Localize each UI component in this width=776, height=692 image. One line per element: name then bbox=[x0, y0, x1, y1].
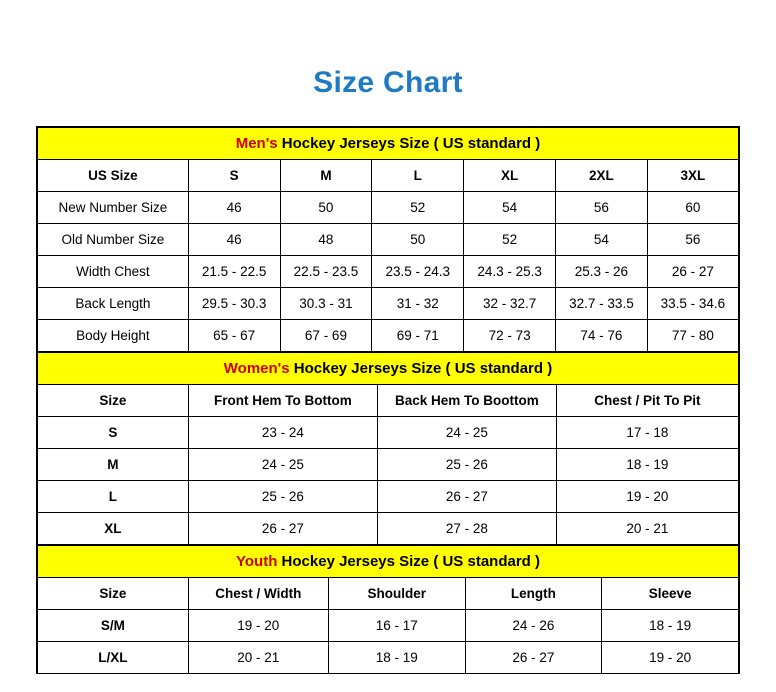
page-title: Size Chart bbox=[313, 66, 463, 99]
mens-section-header-row bbox=[38, 128, 739, 160]
table-row bbox=[38, 642, 739, 674]
mens-row-1-val-2: 50 bbox=[372, 224, 464, 256]
womens-row-3-label: XL bbox=[38, 513, 189, 545]
youth-size-table bbox=[37, 545, 739, 674]
womens-row-1-label: M bbox=[38, 449, 189, 481]
table-row bbox=[38, 224, 739, 256]
youth-section-header bbox=[38, 546, 739, 578]
womens-row-2-val-2: 19 - 20 bbox=[556, 481, 738, 513]
mens-row-2-val-2: 23.5 - 24.3 bbox=[372, 256, 464, 288]
youth-col-1: Chest / Width bbox=[188, 578, 328, 610]
mens-col-3: L bbox=[372, 160, 464, 192]
womens-row-0-val-0: 23 - 24 bbox=[188, 417, 377, 449]
table-row bbox=[38, 192, 739, 224]
mens-row-4-val-3: 72 - 73 bbox=[464, 320, 556, 352]
youth-col-0: Size bbox=[38, 578, 189, 610]
mens-col-2: M bbox=[280, 160, 372, 192]
table-row bbox=[38, 610, 739, 642]
youth-row-1-val-1: 18 - 19 bbox=[328, 642, 465, 674]
youth-row-0-val-0: 19 - 20 bbox=[188, 610, 328, 642]
mens-row-0-val-2: 52 bbox=[372, 192, 464, 224]
table-row bbox=[38, 449, 739, 481]
youth-col-3: Length bbox=[465, 578, 602, 610]
womens-row-0-label: S bbox=[38, 417, 189, 449]
mens-row-1-val-4: 54 bbox=[556, 224, 648, 256]
mens-row-4-label: Body Height bbox=[38, 320, 189, 352]
womens-section-rest: Hockey Jerseys Size ( US standard ) bbox=[289, 360, 553, 377]
mens-col-4: XL bbox=[464, 160, 556, 192]
youth-row-0-val-3: 18 - 19 bbox=[602, 610, 739, 642]
mens-row-0-label: New Number Size bbox=[38, 192, 189, 224]
mens-row-2-val-0: 21.5 - 22.5 bbox=[188, 256, 280, 288]
youth-row-0-val-1: 16 - 17 bbox=[328, 610, 465, 642]
womens-row-2-val-0: 25 - 26 bbox=[188, 481, 377, 513]
youth-section-rest: Hockey Jerseys Size ( US standard ) bbox=[277, 553, 540, 570]
womens-row-0-val-2: 17 - 18 bbox=[556, 417, 738, 449]
womens-row-3-val-1: 27 - 28 bbox=[377, 513, 556, 545]
mens-row-2-val-4: 25.3 - 26 bbox=[556, 256, 648, 288]
mens-row-4-val-1: 67 - 69 bbox=[280, 320, 372, 352]
womens-col-2: Back Hem To Boottom bbox=[377, 385, 556, 417]
womens-col-1: Front Hem To Bottom bbox=[188, 385, 377, 417]
mens-row-2-val-3: 24.3 - 25.3 bbox=[464, 256, 556, 288]
youth-row-1-label: L/XL bbox=[38, 642, 189, 674]
mens-row-3-val-0: 29.5 - 30.3 bbox=[188, 288, 280, 320]
mens-row-1-val-5: 56 bbox=[647, 224, 738, 256]
mens-row-3-val-3: 32 - 32.7 bbox=[464, 288, 556, 320]
table-row bbox=[38, 320, 739, 352]
mens-row-3-val-4: 32.7 - 33.5 bbox=[556, 288, 648, 320]
mens-col-6: 3XL bbox=[647, 160, 738, 192]
womens-row-3-val-2: 20 - 21 bbox=[556, 513, 738, 545]
mens-row-3-val-5: 33.5 - 34.6 bbox=[647, 288, 738, 320]
youth-column-header-row bbox=[38, 578, 739, 610]
mens-row-4-val-2: 69 - 71 bbox=[372, 320, 464, 352]
mens-size-table bbox=[37, 127, 739, 352]
womens-size-table bbox=[37, 352, 739, 545]
mens-row-0-val-1: 50 bbox=[280, 192, 372, 224]
table-row bbox=[38, 256, 739, 288]
youth-row-0-val-2: 24 - 26 bbox=[465, 610, 602, 642]
mens-row-3-val-2: 31 - 32 bbox=[372, 288, 464, 320]
mens-row-1-val-3: 52 bbox=[464, 224, 556, 256]
youth-col-2: Shoulder bbox=[328, 578, 465, 610]
youth-row-0-label: S/M bbox=[38, 610, 189, 642]
mens-col-5: 2XL bbox=[556, 160, 648, 192]
womens-row-3-val-0: 26 - 27 bbox=[188, 513, 377, 545]
mens-row-1-val-1: 48 bbox=[280, 224, 372, 256]
mens-row-4-val-0: 65 - 67 bbox=[188, 320, 280, 352]
youth-col-4: Sleeve bbox=[602, 578, 739, 610]
youth-row-1-val-0: 20 - 21 bbox=[188, 642, 328, 674]
mens-row-3-val-1: 30.3 - 31 bbox=[280, 288, 372, 320]
table-row bbox=[38, 417, 739, 449]
womens-row-1-val-1: 25 - 26 bbox=[377, 449, 556, 481]
womens-section-header-row bbox=[38, 353, 739, 385]
table-row bbox=[38, 513, 739, 545]
youth-section-header-row bbox=[38, 546, 739, 578]
youth-section-accent: Youth bbox=[236, 553, 278, 570]
mens-row-2-val-1: 22.5 - 23.5 bbox=[280, 256, 372, 288]
womens-row-1-val-0: 24 - 25 bbox=[188, 449, 377, 481]
mens-section-accent: Men's bbox=[235, 135, 278, 152]
mens-row-0-val-4: 56 bbox=[556, 192, 648, 224]
womens-row-2-label: L bbox=[38, 481, 189, 513]
mens-row-1-label: Old Number Size bbox=[38, 224, 189, 256]
mens-row-3-label: Back Length bbox=[38, 288, 189, 320]
womens-col-0: Size bbox=[38, 385, 189, 417]
mens-row-2-val-5: 26 - 27 bbox=[647, 256, 738, 288]
mens-row-0-val-0: 46 bbox=[188, 192, 280, 224]
womens-column-header-row bbox=[38, 385, 739, 417]
womens-col-3: Chest / Pit To Pit bbox=[556, 385, 738, 417]
mens-row-2-label: Width Chest bbox=[38, 256, 189, 288]
table-row bbox=[38, 481, 739, 513]
table-row bbox=[38, 288, 739, 320]
womens-row-1-val-2: 18 - 19 bbox=[556, 449, 738, 481]
mens-section-rest: Hockey Jerseys Size ( US standard ) bbox=[277, 135, 541, 152]
mens-row-4-val-5: 77 - 80 bbox=[647, 320, 738, 352]
mens-row-4-val-4: 74 - 76 bbox=[556, 320, 648, 352]
mens-column-header-row bbox=[38, 160, 739, 192]
womens-section-header bbox=[38, 353, 739, 385]
youth-row-1-val-3: 19 - 20 bbox=[602, 642, 739, 674]
size-chart-tables bbox=[36, 126, 740, 674]
mens-row-0-val-5: 60 bbox=[647, 192, 738, 224]
womens-section-accent: Women's bbox=[223, 360, 290, 377]
mens-section-header bbox=[38, 128, 739, 160]
youth-row-1-val-2: 26 - 27 bbox=[465, 642, 602, 674]
womens-row-2-val-1: 26 - 27 bbox=[377, 481, 556, 513]
mens-row-0-val-3: 54 bbox=[464, 192, 556, 224]
mens-col-1: S bbox=[188, 160, 280, 192]
womens-row-0-val-1: 24 - 25 bbox=[377, 417, 556, 449]
mens-row-1-val-0: 46 bbox=[188, 224, 280, 256]
mens-col-0: US Size bbox=[38, 160, 189, 192]
